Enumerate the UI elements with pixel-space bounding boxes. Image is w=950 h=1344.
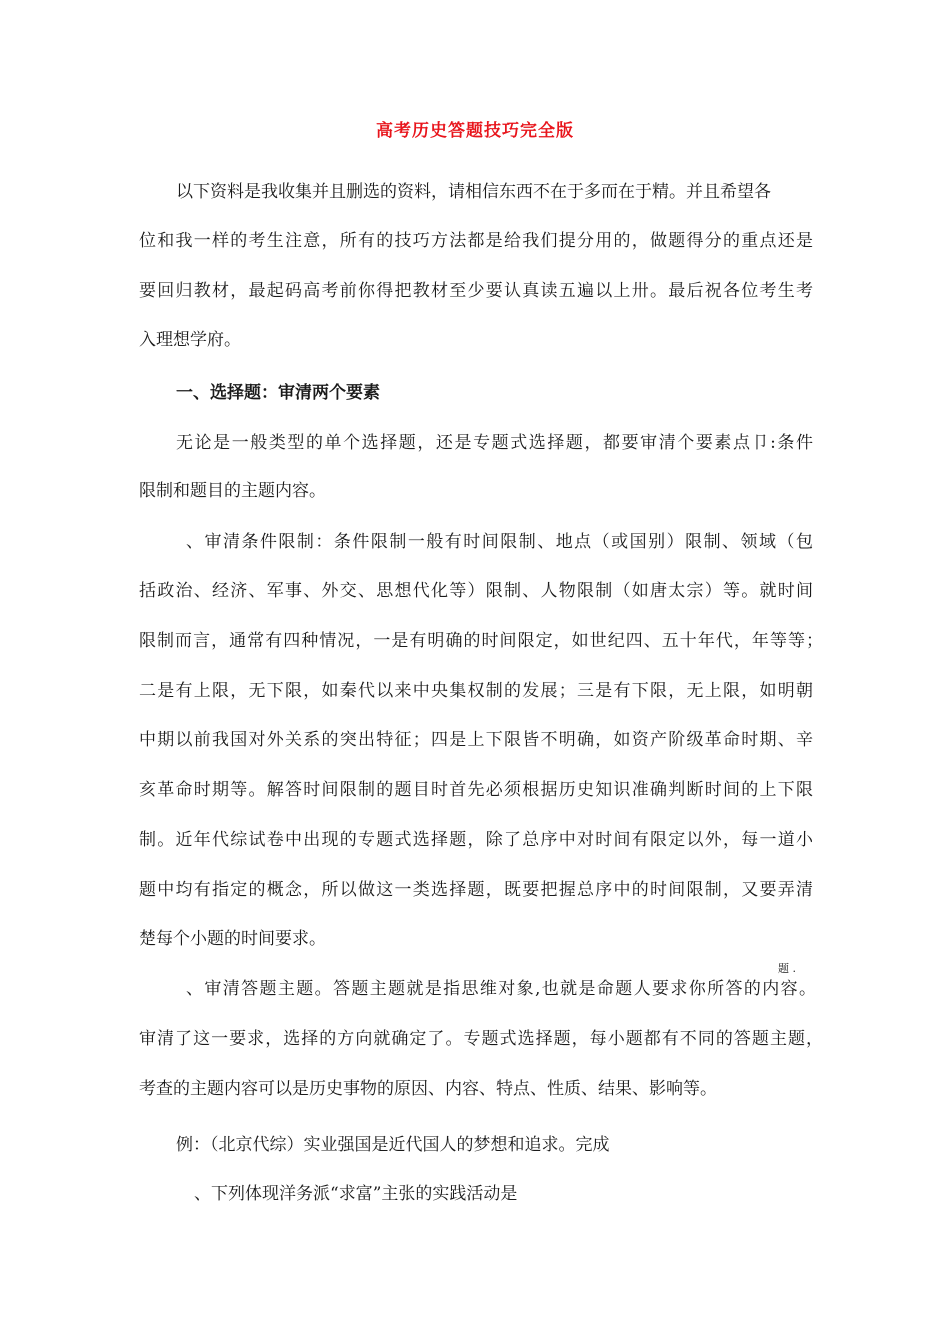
- intro-line-2: 位和我一样的考生注意，所有的技巧方法都是给我们提分用的，做题得分的重点还是: [139, 231, 813, 251]
- example-line: 例：（北京代综）实业强国是近代国人的梦想和追求。完成: [176, 1135, 610, 1155]
- point1-line-5: 中期以前我国对外关系的突出特征；四是上下限皆不明确，如资产阶级革命时期、辛: [139, 730, 813, 750]
- point2-line-2: 审清了这一要求，选择的方向就确定了。专题式选择题，每小题都有不同的答题主题，: [139, 1029, 823, 1049]
- point1-line-8: 题中均有指定的概念，所以做这一类选择题，既要把握总序中的时间限制，又要弄清: [139, 880, 813, 900]
- point1-line-2: 括政治、经济、军事、外交、思想代化等）限制、人物限制（如唐太宗）等。就时间: [139, 581, 813, 601]
- intro-line-4: 入理想学府。: [139, 330, 241, 350]
- point1-line-9: 楚每个小题的时间要求。: [139, 929, 326, 949]
- intro-line-3: 要回归教材，最起码高考前你得把教材至少要认真读五遍以上卅。最后祝各位考生考: [139, 281, 813, 301]
- point1-line-7: 制。近年代综试卷中出现的专题式选择题，除了总序中对时间有限定以外，每一道小: [139, 830, 813, 850]
- point1-line-6: 亥革命时期等。解答时间限制的题目时首先必须根据历史知识准确判断时间的上下限: [139, 780, 813, 800]
- point1-line-4: 二是有上限，无下限，如秦代以来中央集权制的发展；三是有下限，无上限，如明朝: [139, 681, 813, 701]
- section-intro-line-1: 无论是一般类型的单个选择题，还是专题式选择题，都要审清个要素点卩:条件: [176, 433, 813, 453]
- point2-line-1: 、审清答题主题。答题主题就是指思维对象,也就是命题人要求你所答的内容。: [186, 979, 816, 999]
- point1-line-1: 、审清条件限制：条件限制一般有时间限制、地点（或国别）限制、领域（包: [186, 532, 813, 552]
- section-heading: 一、选择题：审清两个要素: [176, 383, 380, 403]
- section-intro-line-2: 限制和题目的主题内容。: [139, 481, 326, 501]
- point2-line-3: 考查的主题内容可以是历史事物的原因、内容、特点、性质、结果、影响等。: [139, 1079, 717, 1099]
- question-line: 、下列体现洋务派“求富”主张的实践活动是: [194, 1184, 518, 1204]
- point1-line-3: 限制而言，通常有四种情况，一是有明确的时间限定，如世纪四、五十年代，年等等；: [139, 631, 823, 651]
- margin-note: 题 .: [778, 962, 796, 975]
- document-title: 高考历史答题技巧完全版: [376, 121, 574, 141]
- intro-line-1: 以下资料是我收集并且删选的资料，请相信东西不在于多而在于精。并且希望各: [176, 182, 771, 202]
